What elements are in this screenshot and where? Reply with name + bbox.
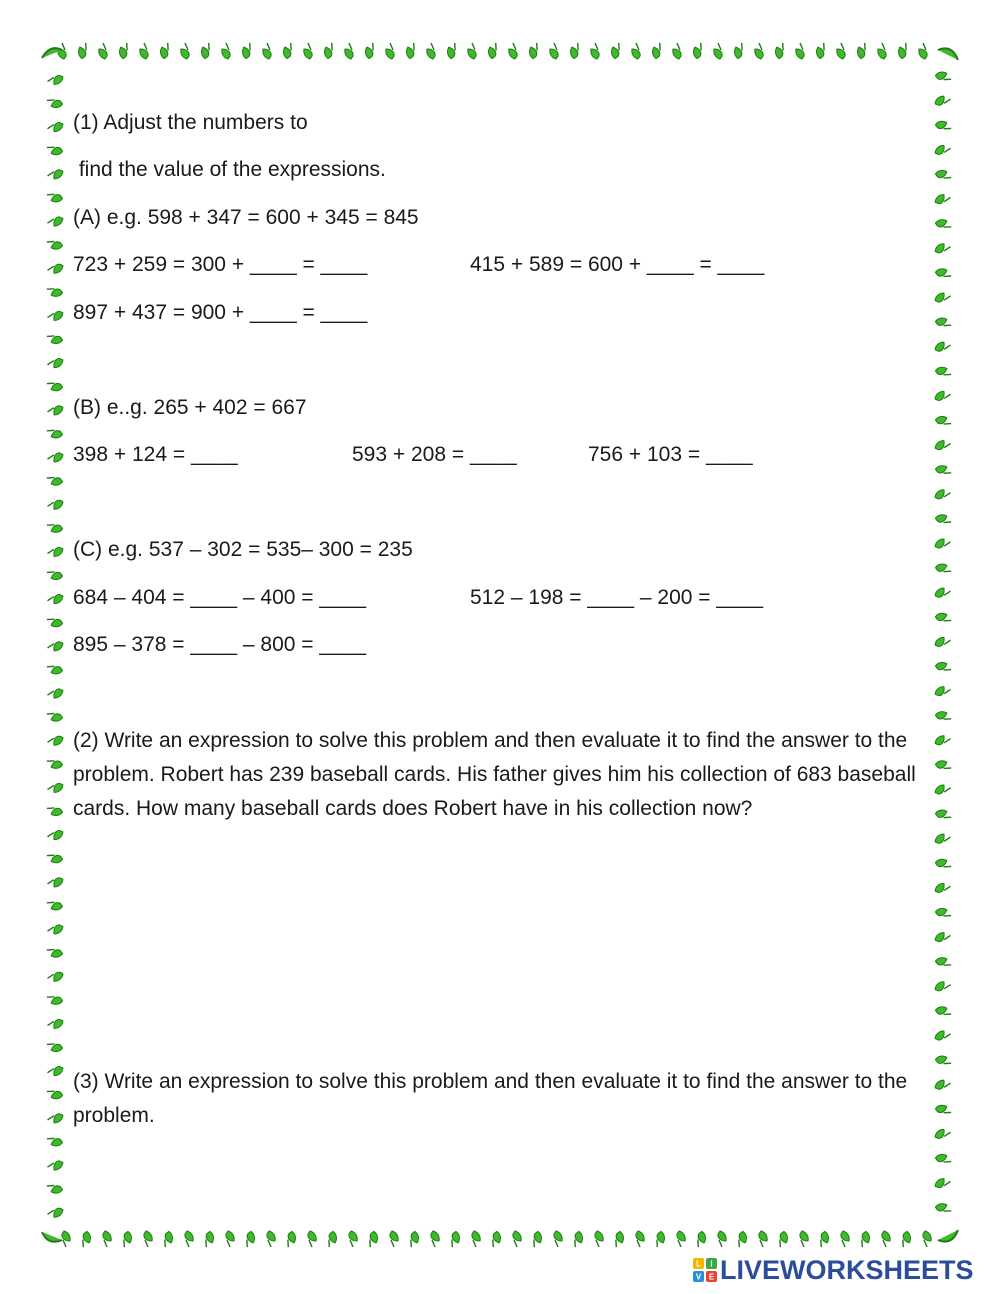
border-leaf (934, 784, 951, 795)
border-leaf (45, 380, 63, 393)
border-leaf (45, 238, 63, 251)
border-leaf (45, 946, 63, 959)
border-leaf (527, 41, 540, 59)
q1-instruction-line1: (1) Adjust the numbers to (73, 111, 308, 134)
border-leaf (935, 709, 953, 722)
border-leaf (935, 365, 953, 378)
border-leaf (202, 1231, 215, 1249)
q3-problem-text: (3) Write an expression to solve this problem and then evaluate it to find the answer to the problem. (73, 1070, 908, 1127)
corner-curl-top-right (938, 48, 958, 60)
border-leaf (47, 405, 64, 416)
border-leaf (934, 931, 951, 942)
q1c-item-2[interactable]: 512 – 198 = ____ – 200 = ____ (470, 586, 764, 609)
border-leaf (934, 243, 951, 254)
border-leaf (636, 1231, 644, 1247)
border-leaf (935, 1201, 953, 1214)
border-leaf (47, 830, 64, 841)
border-top-leaves (58, 41, 927, 59)
border-leaf (226, 1231, 234, 1247)
border-leaf (935, 119, 953, 132)
border-leaf (45, 1088, 63, 1101)
border-leaf (45, 427, 63, 440)
border-leaf (653, 1231, 666, 1249)
border-leaf (550, 43, 558, 59)
border-leaf (486, 41, 499, 59)
border-leaf (45, 569, 63, 582)
border-leaf (47, 169, 64, 180)
border-leaf (796, 43, 804, 59)
border-leaf (47, 75, 64, 86)
border-leaf (837, 43, 845, 59)
border-leaf (694, 1231, 707, 1249)
border-leaf (934, 144, 951, 155)
border-leaf (554, 1231, 562, 1247)
border-leaf (735, 1231, 748, 1249)
border-leaf (45, 710, 63, 723)
border-leaf (632, 43, 640, 59)
q1a-item-1[interactable]: 723 + 259 = 300 + ____ = ____ (73, 253, 368, 276)
border-leaf (45, 663, 63, 676)
border-leaf (858, 1231, 871, 1249)
border-leaf (935, 1103, 953, 1116)
border-leaf (677, 1231, 685, 1247)
q1c-example: (C) e.g. 537 – 302 = 535– 300 = 235 (73, 538, 413, 561)
border-leaf (934, 735, 951, 746)
border-leaf (45, 521, 63, 534)
border-leaf (45, 805, 63, 818)
border-leaf (919, 43, 927, 59)
border-leaf (284, 1231, 297, 1249)
q1b-example: (B) e..g. 265 + 402 = 667 (73, 396, 307, 419)
border-leaf (935, 611, 953, 624)
border-leaf (181, 43, 189, 59)
border-leaf (76, 41, 89, 59)
border-leaf (489, 1231, 502, 1249)
border-leaf (934, 587, 951, 598)
border-leaf (45, 852, 63, 865)
border-leaf (103, 1231, 111, 1247)
border-leaf (47, 499, 64, 510)
border-leaf (472, 1231, 480, 1247)
border-leaf (935, 463, 953, 476)
border-leaf (45, 474, 63, 487)
border-leaf (934, 636, 951, 647)
border-leaf (935, 168, 953, 181)
border-leaf (934, 981, 951, 992)
border-leaf (882, 1231, 890, 1247)
border-leaf (47, 358, 64, 369)
q1b-item-2[interactable]: 593 + 208 = ____ (352, 443, 517, 466)
q1-instruction-line2: find the value of the expressions. (73, 158, 386, 181)
border-leaf (47, 1160, 64, 1171)
border-leaf (935, 217, 953, 230)
border-leaf (304, 43, 312, 59)
border-leaf (47, 263, 64, 274)
border-leaf (934, 1079, 951, 1090)
border-leaf (935, 414, 953, 427)
border-leaf (468, 43, 476, 59)
border-leaf (45, 1041, 63, 1054)
corner-curl-bottom-right (938, 1230, 958, 1242)
border-leaf (199, 41, 212, 59)
border-leaf (79, 1231, 92, 1249)
border-leaf (935, 906, 953, 919)
border-leaf (841, 1231, 849, 1247)
border-leaf (509, 43, 517, 59)
border-leaf (650, 41, 663, 59)
border-leaf (814, 41, 827, 59)
border-leaf (935, 759, 953, 772)
border-leaf (934, 1128, 951, 1139)
border-leaf (45, 1135, 63, 1148)
q1b-item-3[interactable]: 756 + 103 = ____ (588, 443, 753, 466)
border-bottom-leaves (62, 1231, 931, 1249)
border-leaf (935, 562, 953, 575)
border-leaf (934, 193, 951, 204)
border-leaf (612, 1231, 625, 1249)
border-leaf (427, 43, 435, 59)
border-leaf (325, 1231, 338, 1249)
border-leaf (530, 1231, 543, 1249)
border-left-leaves (45, 75, 64, 1219)
q1c-item-3[interactable]: 895 – 378 = ____ – 800 = ____ (73, 633, 367, 656)
q1b-item-1[interactable]: 398 + 124 = ____ (73, 443, 238, 466)
border-leaf (773, 41, 786, 59)
border-leaf (899, 1231, 912, 1249)
border-leaf (568, 41, 581, 59)
border-leaf (714, 43, 722, 59)
border-leaf (935, 955, 953, 968)
border-leaf (47, 971, 64, 982)
border-leaf (45, 616, 63, 629)
border-leaf (404, 41, 417, 59)
logo-letter-1: L (696, 1259, 701, 1269)
q2-answer-area[interactable] (73, 870, 918, 1050)
border-leaf (934, 1030, 951, 1041)
border-leaf (281, 41, 294, 59)
border-leaf (45, 1182, 63, 1195)
border-leaf (934, 390, 951, 401)
border-leaf (47, 1066, 64, 1077)
border-leaf (308, 1231, 316, 1247)
logo-letter-4: E (708, 1272, 715, 1282)
border-leaf (448, 1231, 461, 1249)
border-leaf (45, 899, 63, 912)
border-leaf (513, 1231, 521, 1247)
border-leaf (935, 267, 953, 280)
border-leaf (120, 1231, 133, 1249)
border-leaf (45, 144, 63, 157)
border-leaf (878, 43, 886, 59)
border-leaf (47, 1113, 64, 1124)
border-leaf (47, 735, 64, 746)
border-leaf (935, 1005, 953, 1018)
border-leaf (935, 513, 953, 526)
border-leaf (934, 95, 951, 106)
border-leaf (896, 41, 909, 59)
border-leaf (934, 292, 951, 303)
border-leaf (571, 1231, 584, 1249)
border-leaf (386, 43, 394, 59)
border-leaf (390, 1231, 398, 1247)
border-leaf (407, 1231, 420, 1249)
border-leaf (366, 1231, 379, 1249)
border-leaf (673, 43, 681, 59)
liveworksheets-wordmark: LIVEWORKSHEETS (720, 1254, 974, 1285)
border-leaf (47, 1019, 64, 1030)
q3-answer-area[interactable] (73, 1140, 918, 1220)
border-leaf (817, 1231, 830, 1249)
border-leaf (140, 43, 148, 59)
border-leaf (935, 1152, 953, 1165)
border-leaf (923, 1231, 931, 1247)
border-leaf (47, 547, 64, 558)
border-leaf (47, 452, 64, 463)
border-leaf (591, 43, 599, 59)
border-leaf (934, 1177, 951, 1188)
liveworksheets-brand (692, 1255, 974, 1285)
border-leaf (47, 877, 64, 888)
q1a-item-2[interactable]: 415 + 589 = 600 + ____ = ____ (470, 253, 765, 276)
border-right-leaves (934, 70, 953, 1215)
border-leaf (267, 1231, 275, 1247)
border-leaf (934, 341, 951, 352)
border-leaf (934, 439, 951, 450)
border-leaf (45, 285, 63, 298)
border-leaf (445, 41, 458, 59)
border-leaf (161, 1231, 174, 1249)
border-leaf (222, 43, 230, 59)
border-leaf (934, 538, 951, 549)
border-leaf (718, 1231, 726, 1247)
q1a-item-3[interactable]: 897 + 437 = 900 + ____ = ____ (73, 301, 368, 324)
border-leaf (934, 489, 951, 500)
border-leaf (691, 41, 704, 59)
q1a-example: (A) e.g. 598 + 347 = 600 + 345 = 845 (73, 206, 419, 229)
border-leaf (243, 1231, 256, 1249)
border-leaf (732, 41, 745, 59)
border-leaf (759, 1231, 767, 1247)
logo-letter-2: I (710, 1259, 713, 1269)
border-leaf (185, 1231, 193, 1247)
border-leaf (45, 333, 63, 346)
q1c-item-1[interactable]: 684 – 404 = ____ – 400 = ____ (73, 586, 367, 609)
border-leaf (855, 41, 868, 59)
border-leaf (47, 122, 64, 133)
border-leaf (776, 1231, 789, 1249)
border-leaf (45, 757, 63, 770)
border-leaf (935, 1054, 953, 1067)
border-leaf (144, 1231, 152, 1247)
border-leaf (45, 993, 63, 1006)
border-leaf (935, 808, 953, 821)
border-leaf (47, 688, 64, 699)
border-leaf (99, 43, 107, 59)
border-leaf (349, 1231, 357, 1247)
border-leaf (345, 43, 353, 59)
border-leaf (47, 783, 64, 794)
border-leaf (595, 1231, 603, 1247)
border-leaf (755, 43, 763, 59)
border-leaf (935, 70, 953, 83)
border-leaf (240, 41, 253, 59)
border-leaf (47, 311, 64, 322)
border-leaf (934, 685, 951, 696)
border-leaf (45, 97, 63, 110)
border-leaf (935, 660, 953, 673)
q2-problem-text: (2) Write an expression to solve this problem and then evaluate it to find the answer to the problem. Robert has 239 baseball cards. His father gives him his collection of 683 baseball cards. How many baseball cards does Robert have in his collection now? (73, 729, 916, 820)
border-leaf (47, 216, 64, 227)
border-leaf (934, 833, 951, 844)
border-leaf (322, 41, 335, 59)
border-leaf (363, 41, 376, 59)
liveworksheets-logo-icon (692, 1257, 718, 1283)
border-leaf (800, 1231, 808, 1247)
border-leaf (62, 1231, 70, 1247)
border-leaf (935, 857, 953, 870)
border-leaf (47, 594, 64, 605)
border-leaf (934, 882, 951, 893)
border-leaf (47, 641, 64, 652)
border-leaf (47, 924, 64, 935)
corner-curl-bottom-left (42, 1232, 62, 1242)
border-leaf (45, 191, 63, 204)
border-leaf (47, 1207, 64, 1218)
border-leaf (609, 41, 622, 59)
logo-letter-3: V (695, 1272, 702, 1282)
border-leaf (158, 41, 171, 59)
border-leaf (935, 316, 953, 329)
border-leaf (431, 1231, 439, 1247)
border-leaf (263, 43, 271, 59)
border-leaf (117, 41, 130, 59)
